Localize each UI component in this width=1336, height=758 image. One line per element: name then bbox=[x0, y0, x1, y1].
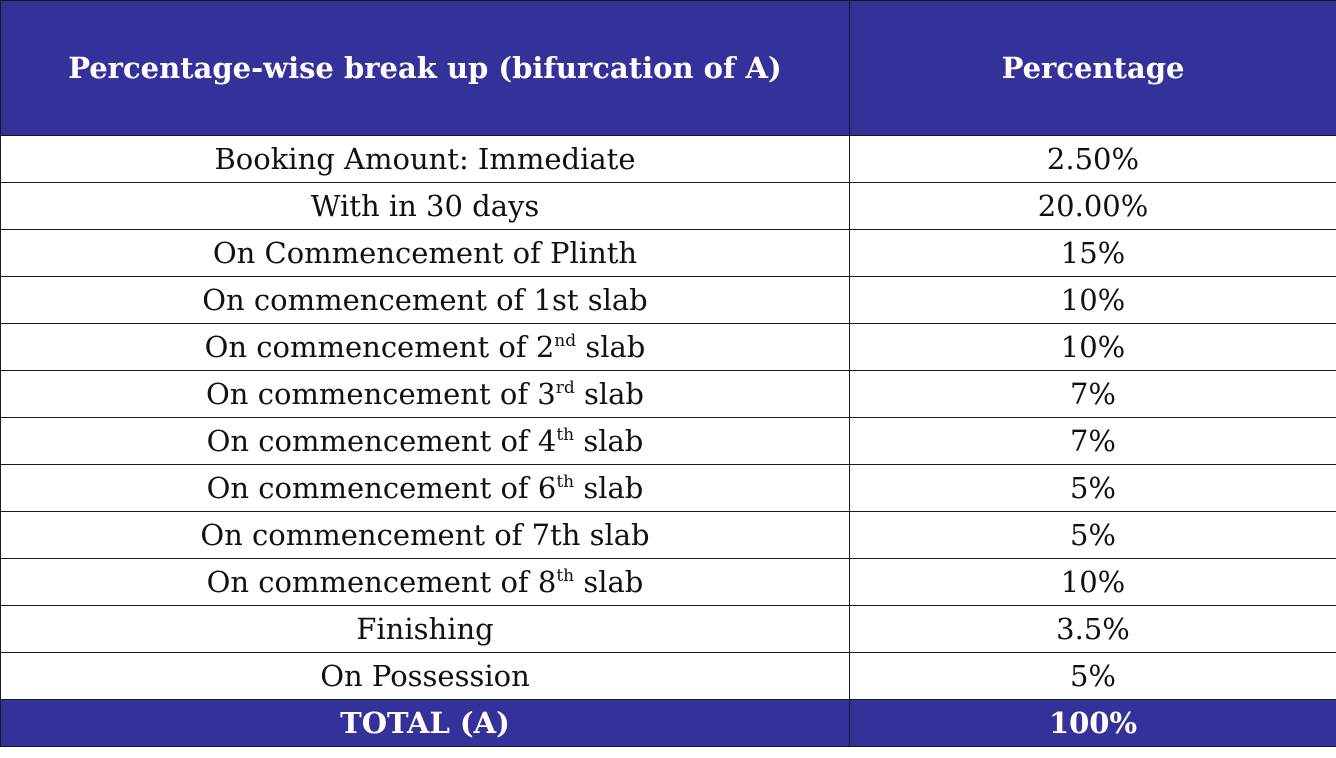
stage-cell: Booking Amount: Immediate bbox=[1, 136, 850, 183]
percentage-cell: 3.5% bbox=[850, 606, 1336, 653]
stage-cell: Finishing bbox=[1, 606, 850, 653]
stage-cell bbox=[1, 418, 850, 465]
stage-cell bbox=[1, 324, 850, 371]
table-row bbox=[1, 371, 1336, 418]
stage-text: On commencement of 6 bbox=[206, 471, 557, 505]
table-row bbox=[1, 183, 1336, 230]
table-row bbox=[1, 606, 1336, 653]
table-row bbox=[1, 324, 1336, 371]
stage-cell: On commencement of 7th slab bbox=[1, 512, 850, 559]
stage-text: On commencement of 2 bbox=[204, 330, 555, 364]
header-row bbox=[1, 1, 1336, 136]
percentage-cell: 10% bbox=[850, 277, 1336, 324]
ordinal-suffix: rd bbox=[555, 378, 575, 398]
percentage-cell: 2.50% bbox=[850, 136, 1336, 183]
stage-column-header: Percentage-wise break up (bifurcation of A) bbox=[1, 1, 850, 136]
ordinal-suffix: th bbox=[556, 425, 575, 445]
stage-cell bbox=[1, 371, 850, 418]
total-row bbox=[1, 700, 1336, 747]
stage-text: On commencement of 4 bbox=[206, 424, 557, 458]
ordinal-suffix: th bbox=[556, 472, 575, 492]
stage-text: slab bbox=[574, 424, 644, 458]
stage-cell: On Commencement of Plinth bbox=[1, 230, 850, 277]
table-row bbox=[1, 653, 1336, 700]
percentage-cell: 5% bbox=[850, 512, 1336, 559]
percentage-column-header: Percentage bbox=[850, 1, 1336, 136]
stage-text: slab bbox=[574, 377, 644, 411]
table-row bbox=[1, 418, 1336, 465]
total-label: TOTAL (A) bbox=[1, 700, 850, 747]
table-row bbox=[1, 230, 1336, 277]
stage-text: slab bbox=[574, 471, 644, 505]
table-row bbox=[1, 136, 1336, 183]
percentage-cell: 10% bbox=[850, 559, 1336, 606]
table-row bbox=[1, 277, 1336, 324]
stage-text: slab bbox=[576, 330, 646, 364]
stage-text: slab bbox=[574, 565, 644, 599]
percentage-cell: 5% bbox=[850, 465, 1336, 512]
stage-cell bbox=[1, 465, 850, 512]
percentage-cell: 15% bbox=[850, 230, 1336, 277]
stage-text: On commencement of 3 bbox=[206, 377, 556, 411]
percentage-cell: 7% bbox=[850, 418, 1336, 465]
percentage-cell: 10% bbox=[850, 324, 1336, 371]
ordinal-suffix: th bbox=[556, 566, 575, 586]
stage-cell bbox=[1, 559, 850, 606]
stage-cell: On commencement of 1st slab bbox=[1, 277, 850, 324]
percentage-cell: 5% bbox=[850, 653, 1336, 700]
ordinal-suffix: nd bbox=[554, 331, 577, 351]
table-row bbox=[1, 465, 1336, 512]
stage-cell: With in 30 days bbox=[1, 183, 850, 230]
table-row bbox=[1, 512, 1336, 559]
percentage-cell: 7% bbox=[850, 371, 1336, 418]
percentage-cell: 20.00% bbox=[850, 183, 1336, 230]
stage-text: On commencement of 8 bbox=[206, 565, 557, 599]
table-row bbox=[1, 559, 1336, 606]
total-percentage: 100% bbox=[850, 700, 1336, 747]
stage-cell: On Possession bbox=[1, 653, 850, 700]
